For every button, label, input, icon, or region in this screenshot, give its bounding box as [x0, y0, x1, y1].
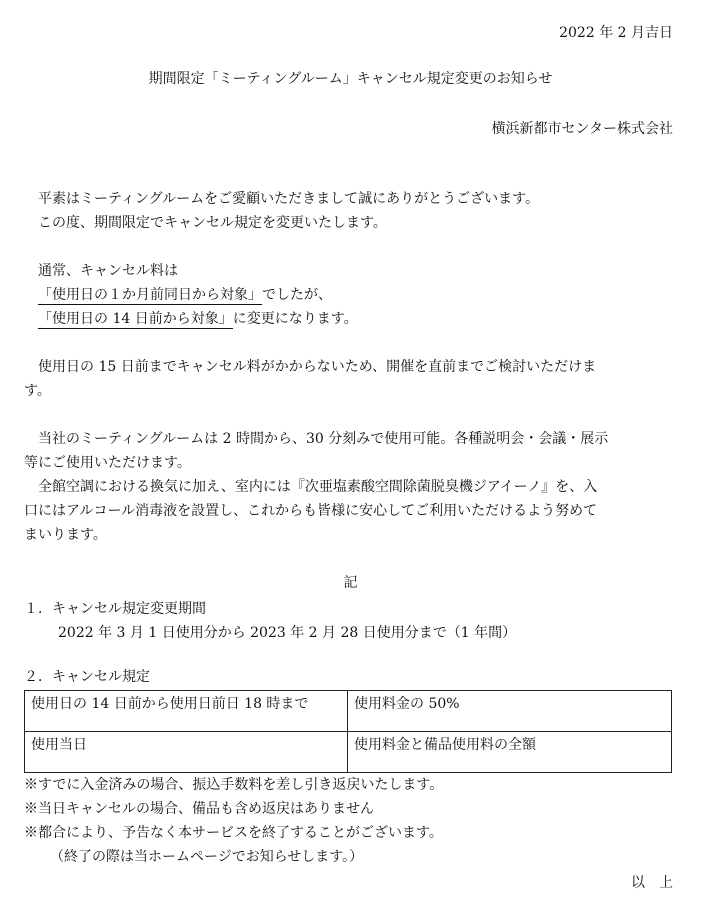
room-line-2: 等にご使用いただけます。 [24, 455, 191, 471]
new-rule: 「使用日の 14 日前から対象」 [38, 311, 233, 327]
note-announcement: （終了の際は当ホームページでお知らせします。） [50, 849, 364, 865]
note-refund-fee: ※すでに入金済みの場合、振込手数料を差し引き返戻いたします。 [24, 777, 444, 793]
room-line-1: 当社のミーティングルームは 2 時間から、30 分刻みで使用可能。各種説明会・会議・展示 [38, 431, 609, 447]
safety-line-3: まいります。 [24, 527, 107, 543]
table-cell-fee: 使用料金と備品使用料の全額 [348, 732, 672, 773]
table-cell-when: 使用当日 [25, 732, 348, 773]
closing-mark: 以 上 [631, 875, 673, 891]
document-title: 期間限定「ミーティングルーム」キャンセル規定変更のお知らせ [148, 71, 553, 87]
new-rule-line [24, 308, 690, 332]
section1-heading: １．キャンセル規定変更期間 [24, 601, 206, 617]
ki-marker: 記 [343, 575, 358, 591]
table-cell-when: 使用日の 14 日前から使用日前日 18 時まで [25, 691, 348, 732]
note-termination: ※都合により、予告なく本サービスを終了することがございます。 [24, 825, 443, 841]
table-row [25, 732, 672, 773]
table-row [25, 691, 672, 732]
cancellation-table [24, 690, 672, 773]
company-name: 横浜新都市センター株式会社 [491, 121, 673, 137]
old-rule: 「使用日の１か月前同日から対象」 [38, 287, 262, 303]
greeting-line-2: この度、期間限定でキャンセル規定を変更いたします。 [38, 215, 387, 231]
safety-line-2: 口にはアルコール消毒液を設置し、これからも皆様に安心してご利用いただけるよう努めて [24, 503, 598, 519]
greeting-line-1: 平素はミーティングルームをご愛顧いただきまして誠にありがとうございます。 [38, 191, 540, 207]
new-rule-suffix: に変更になります。 [232, 311, 358, 327]
old-rule-suffix: でしたが、 [262, 287, 332, 303]
benefit-line-1: 使用日の 15 日前までキャンセル料がかからないため、開催を直前までご検討いただけま [38, 359, 597, 375]
safety-line-1: 全館空調における換気に加え、室内には『次亜塩素酸空間除菌脱臭機ジアイーノ』を、入 [38, 479, 598, 495]
section2-heading: ２．キャンセル規定 [24, 669, 150, 685]
usual-policy-intro: 通常、キャンセル料は [38, 263, 178, 279]
old-rule-line [24, 284, 690, 308]
table-cell-fee: 使用料金の 50% [348, 691, 672, 732]
issue-date: 2022 年 2 月吉日 [559, 25, 673, 41]
note-same-day: ※当日キャンセルの場合、備品も含め返戻はありません [24, 801, 374, 817]
benefit-line-2: す。 [24, 383, 51, 399]
change-period: 2022 年 3 月 1 日使用分から 2023 年 2 月 28 日使用分まで（1 年間） [58, 625, 517, 641]
